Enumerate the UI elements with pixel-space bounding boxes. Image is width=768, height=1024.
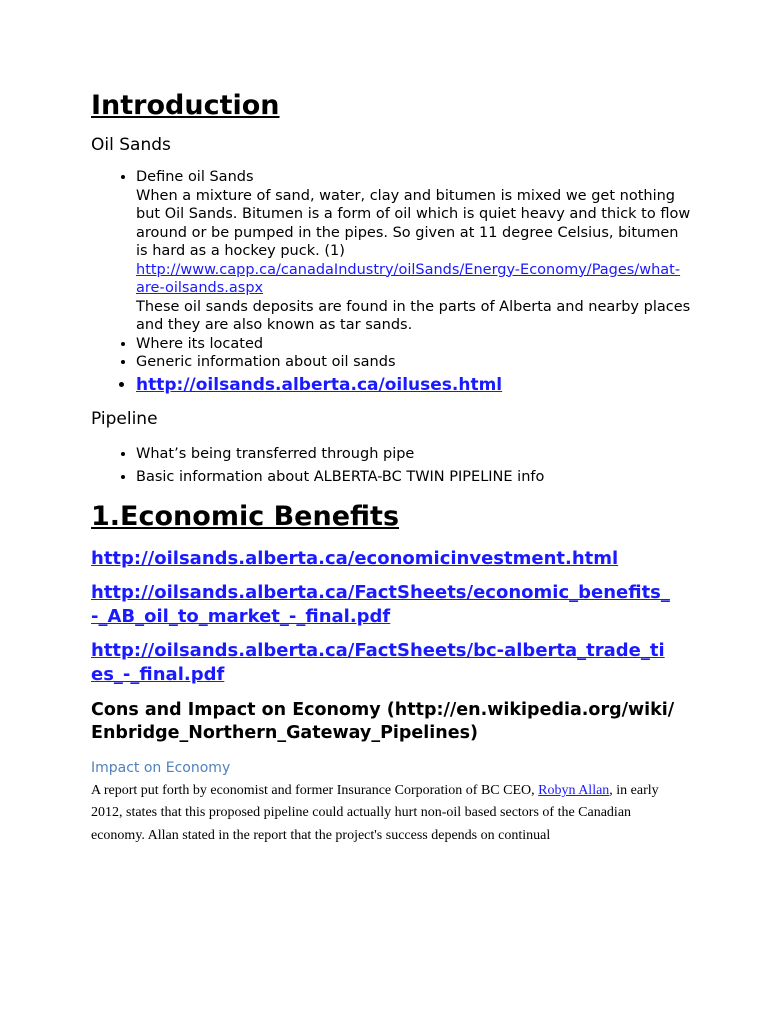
define-label: Define oil Sands bbox=[136, 169, 254, 186]
pipeline-item: • Basic information about ALBERTA-BC TWIN PIPELINE info bbox=[136, 466, 691, 489]
cons-impact-heading: Cons and Impact on Economy (http://en.wikipedia.org/wiki/Enbridge_Northern_Gateway_Pipelines) bbox=[91, 699, 675, 744]
pipeline-heading: Pipeline bbox=[91, 408, 158, 429]
list-item-define bbox=[136, 168, 691, 335]
deposits-text: These oil sands deposits are found in the parts of Alberta and nearby places and they are also known as tar sands. bbox=[136, 298, 691, 334]
document-page bbox=[91, 88, 691, 847]
oil-sands-heading: Oil Sands bbox=[91, 135, 171, 156]
list-item-oiluses bbox=[136, 372, 691, 398]
robyn-allan-link[interactable]: Robyn Allan bbox=[538, 782, 610, 798]
capp-link[interactable]: http://www.capp.ca/canadaIndustry/oilSands/Energy-Economy/Pages/what-are-oilsands.aspx bbox=[136, 261, 681, 297]
oil-sands-list bbox=[91, 168, 691, 398]
list-item-generic: • Generic information about oil sands bbox=[136, 353, 691, 372]
pipeline-item: • What’s being transferred through pipe bbox=[136, 443, 691, 466]
introduction-heading: Introduction bbox=[91, 90, 280, 121]
report-text-start: A report put forth by economist and former Insurance Corporation of BC CEO, bbox=[91, 782, 539, 798]
economic-benefits-heading: 1.Economic Benefits bbox=[91, 500, 400, 532]
report-text-end: , in early 2012, states that this proposed pipeline could actually hurt non-oil based sectors of the Canadian economy. Allan stated in the report that the project's success depends on continual bbox=[91, 782, 659, 843]
list-item-where: • Where its located bbox=[136, 335, 691, 354]
trade-ties-factsheet-link[interactable]: http://oilsands.alberta.ca/FactSheets/bc-alberta_trade_ties_-_final.pdf bbox=[91, 639, 665, 685]
economic-benefits-factsheet-link[interactable]: http://oilsands.alberta.ca/FactSheets/economic_benefits_-_AB_oil_to_market_-_final.pdf bbox=[91, 581, 670, 627]
impact-on-economy-heading: Impact on Economy bbox=[91, 759, 231, 776]
oiluses-link[interactable]: http://oilsands.alberta.ca/oiluses.html bbox=[136, 374, 503, 395]
economic-investment-link[interactable]: http://oilsands.alberta.ca/economicinvestment.html bbox=[91, 547, 619, 569]
define-text: When a mixture of sand, water, clay and bitumen is mixed we get nothing but Oil Sands. Bitumen is a form of oil which is quiet heavy and thick to flow around or be pumped in the pipes. So given at 11 degree Celsius, bitumen is hard as a hockey puck. (1) bbox=[136, 187, 691, 260]
report-paragraph bbox=[91, 780, 676, 848]
pipeline-list bbox=[91, 443, 691, 489]
